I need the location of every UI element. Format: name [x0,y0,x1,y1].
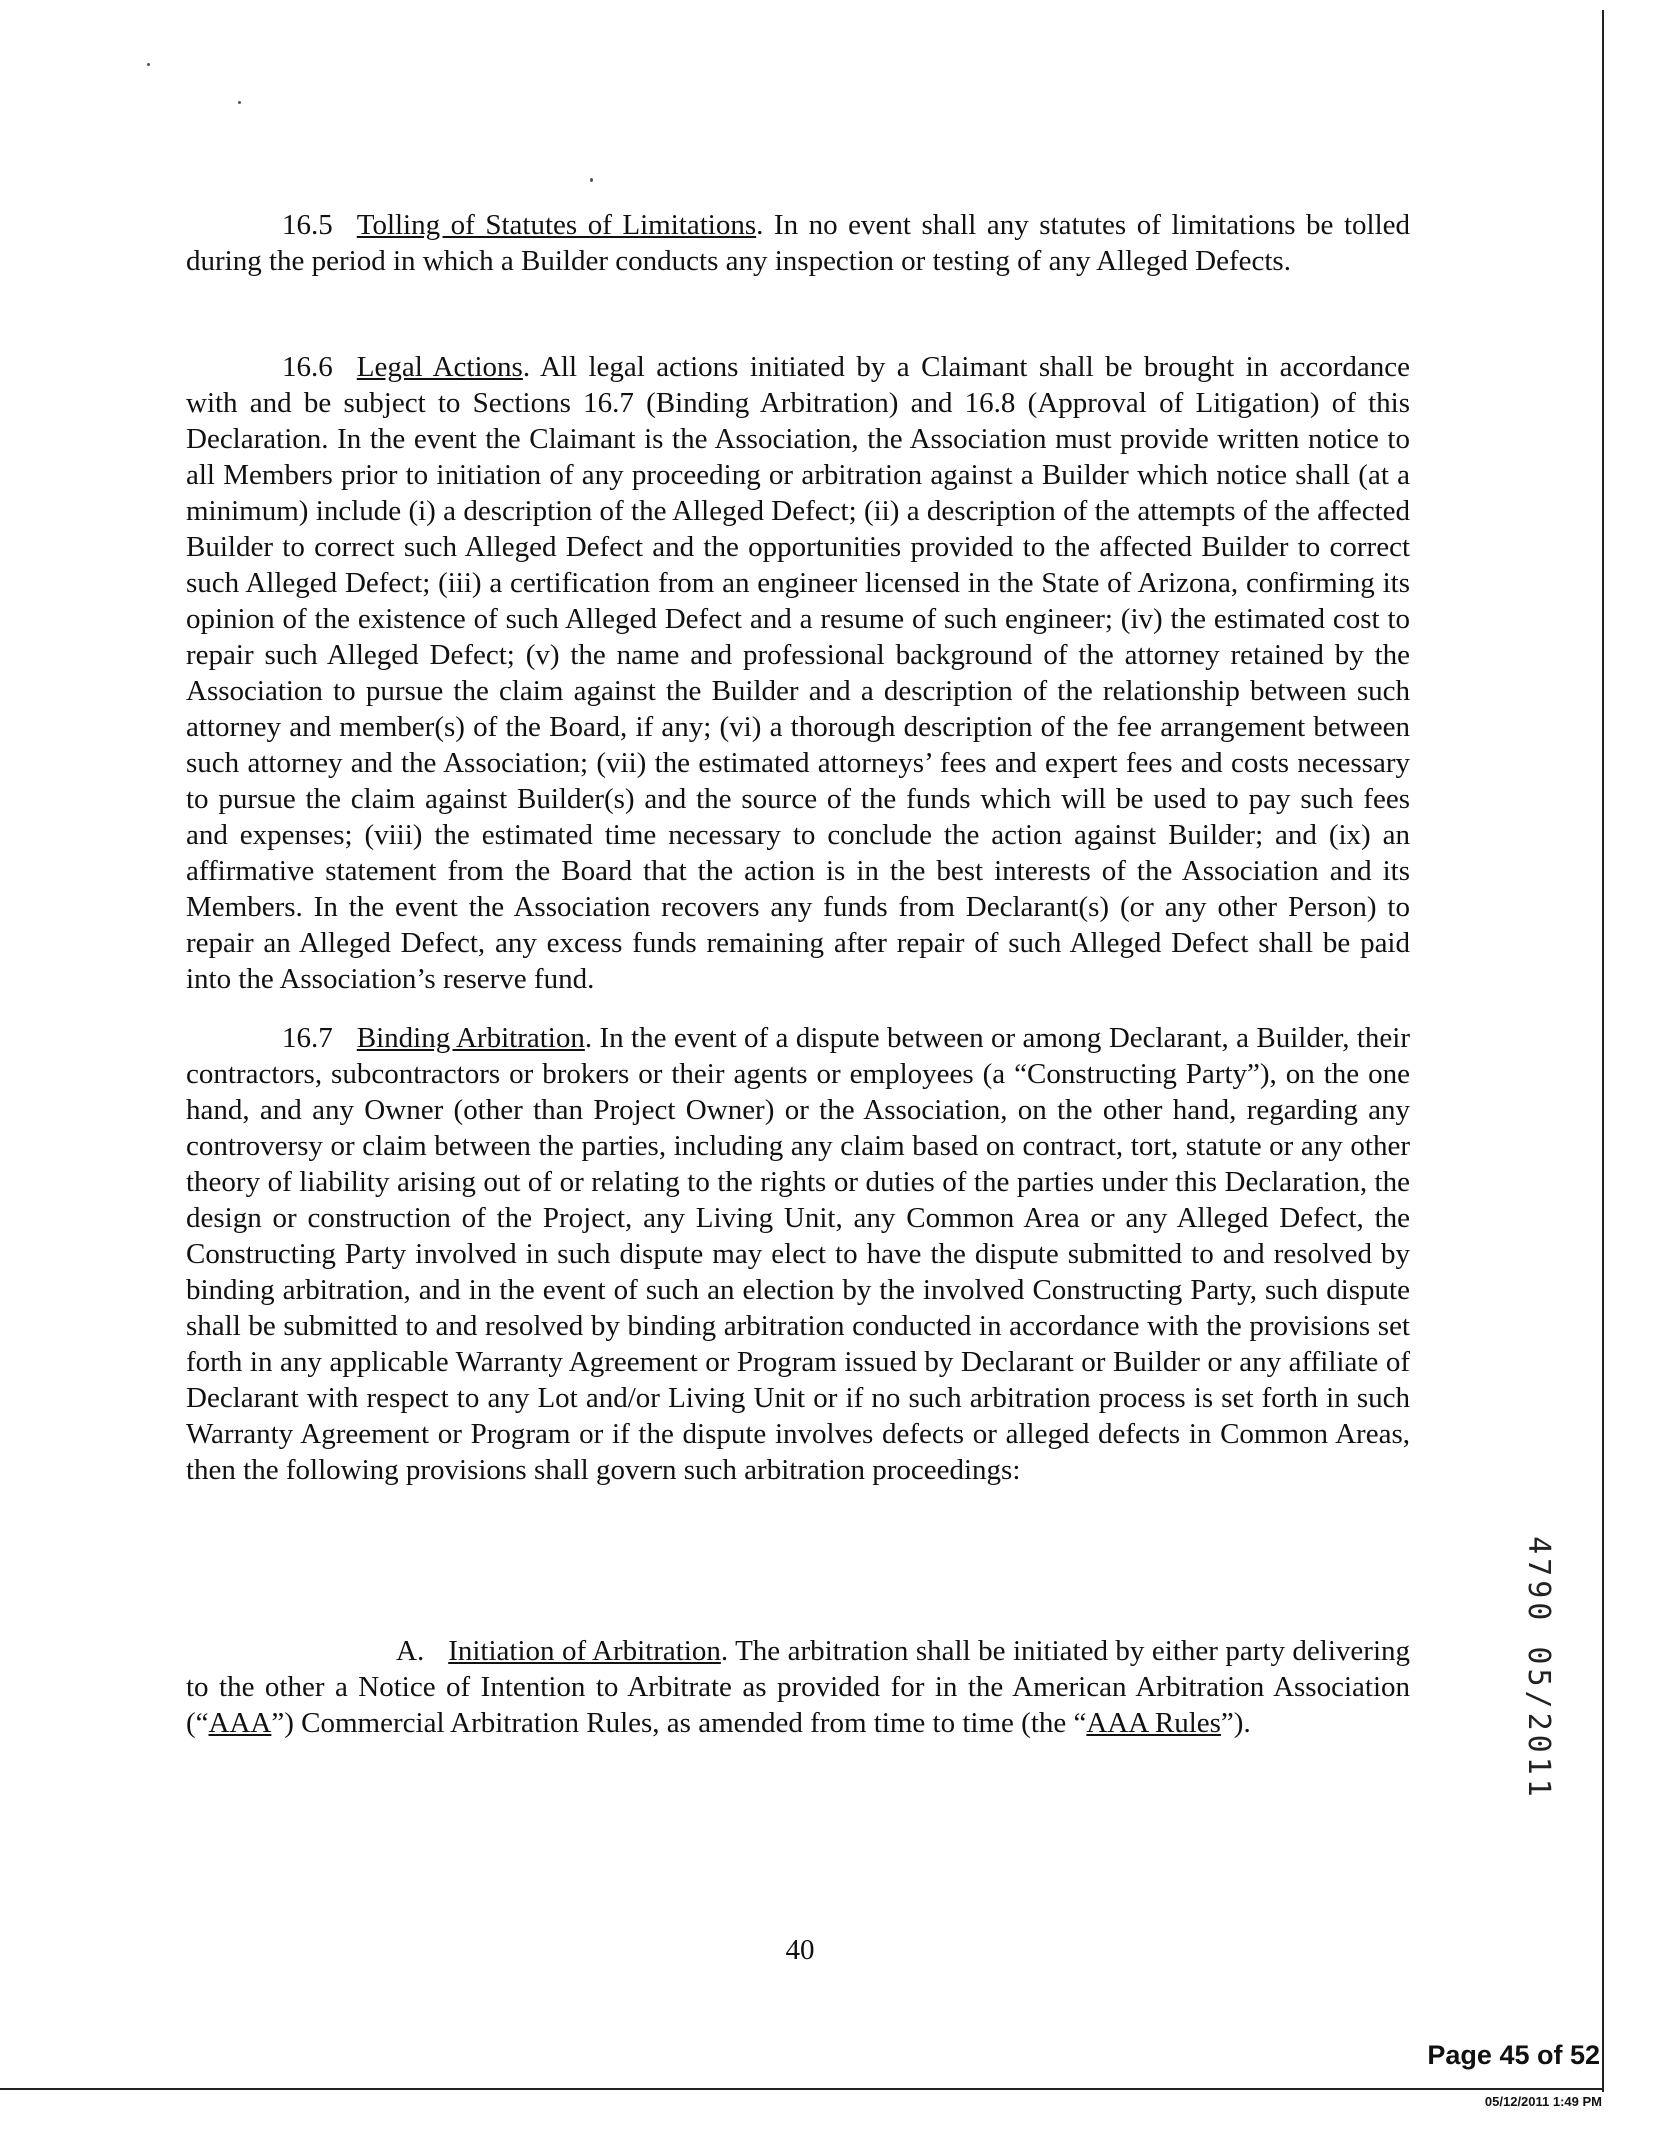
side-stamp-text: 4790 05/2011 [1520,1535,1556,1801]
subsection-letter: A. [396,1635,425,1667]
section-heading: Initiation of Arbitration [448,1635,721,1667]
scan-speck [147,63,150,66]
section-text: ”). [1220,1707,1251,1739]
section-text: . The arbitration shall be initiated by either party delivering to the other a Notice of Intention to Arbitrate as provided for in the American Arbitration Association (“ [186,1635,1410,1739]
section-text: . In no event shall any statutes of limitations be tolled during the period in which a Builder conducts any inspection or testing of any Alleged Defects. [186,209,1411,277]
section-number: 16.5 [282,209,333,241]
page-number: 40 [785,1934,815,1966]
paragraph-16-5 [186,207,1410,279]
defined-term: AAA [208,1707,272,1739]
defined-term: AAA Rules [1086,1707,1221,1739]
section-heading: Legal Actions [356,351,523,383]
page-border-right [1602,10,1604,2092]
page-counter: Page 45 of 52 [1427,2040,1600,2070]
page-border-bottom [0,2088,1604,2090]
scan-speck [238,101,241,104]
section-number: 16.7 [282,1022,333,1054]
side-stamp [1520,1528,1556,1808]
section-text: . All legal actions initiated by a Claimant shall be brought in accordance with and be subject to Sections 16.7 (Binding Arbitration) and 16.8 (Approval of Litigation) of this Declaration. In the event the Claimant is the Association, the Association must provide written notice to all Members prior to initiation of any proceeding or arbitration against a Builder which notice shall (at a minimum) include (i) a description of the Alleged Defect; (ii) a description of the attempts of the affected Builder to correct such Alleged Defect and the opportunities provided to the affected Builder to correct such Alleged Defect; (iii) a certification from an engineer licensed in the State of Arizona, confirming its opinion of the existence of such Alleged Defect and a resume of such engineer; (iv) the estimated cost to repair such Alleged Defect; (v) the name and professional background of the attorney retained by the Association to pursue the claim against the Builder and a description of the relationship between such attorney and member(s) of the Board, if any; (vi) a thorough description of the fee arrangement between such attorney and the Association; (vii) the estimated attorneys’ fees and expert fees and costs necessary to pursue the claim against Builder(s) and the source of the funds which will be used to pay such fees and expenses; (viii) the estimated time necessary to conclude the action against Builder; and (ix) an affirmative statement from the Board that the action is in the best interests of the Association and its Members. In the event the Association recovers any funds from Declarant(s) (or any other Person) to repair an Alleged Defect, any excess funds remaining after repair of such Alleged Defect shall be paid into the Association’s reserve fund. [186,351,1410,995]
print-timestamp: 05/12/2011 1:49 PM [1484,2094,1602,2109]
paragraph-16-7 [186,1020,1410,1488]
section-number: 16.6 [282,351,333,383]
section-heading: Binding Arbitration [356,1022,585,1054]
section-heading: Tolling of Statutes of Limitations [356,209,757,241]
scan-speck [590,178,593,182]
paragraph-16-7-a [186,1633,1410,1741]
section-text: ”) Commercial Arbitration Rules, as amended from time to time (the “ [271,1707,1087,1739]
paragraph-16-6 [186,349,1410,997]
section-text: . In the event of a dispute between or among Declarant, a Builder, their contractors, subcontractors or brokers or their agents or employees (a “Constructing Party”), on the one hand, and any Owner (other than Project Owner) or the Association, on the other hand, regarding any controversy or claim between the parties, including any claim based on contract, tort, statute or any other theory of liability arising out of or relating to the rights or duties of the parties under this Declaration, the design or construction of the Project, any Living Unit, any Common Area or any Alleged Defect, the Constructing Party involved in such dispute may elect to have the dispute submitted to and resolved by binding arbitration, and in the event of such an election by the involved Constructing Party, such dispute shall be submitted to and resolved by binding arbitration conducted in accordance with the provisions set forth in any applicable Warranty Agreement or Program issued by Declarant or Builder or any affiliate of Declarant with respect to any Lot and/or Living Unit or if no such arbitration process is set forth in such Warranty Agreement or Program or if the dispute involves defects or alleged defects in Common Areas, then the following provisions shall govern such arbitration proceedings: [186,1022,1410,1486]
